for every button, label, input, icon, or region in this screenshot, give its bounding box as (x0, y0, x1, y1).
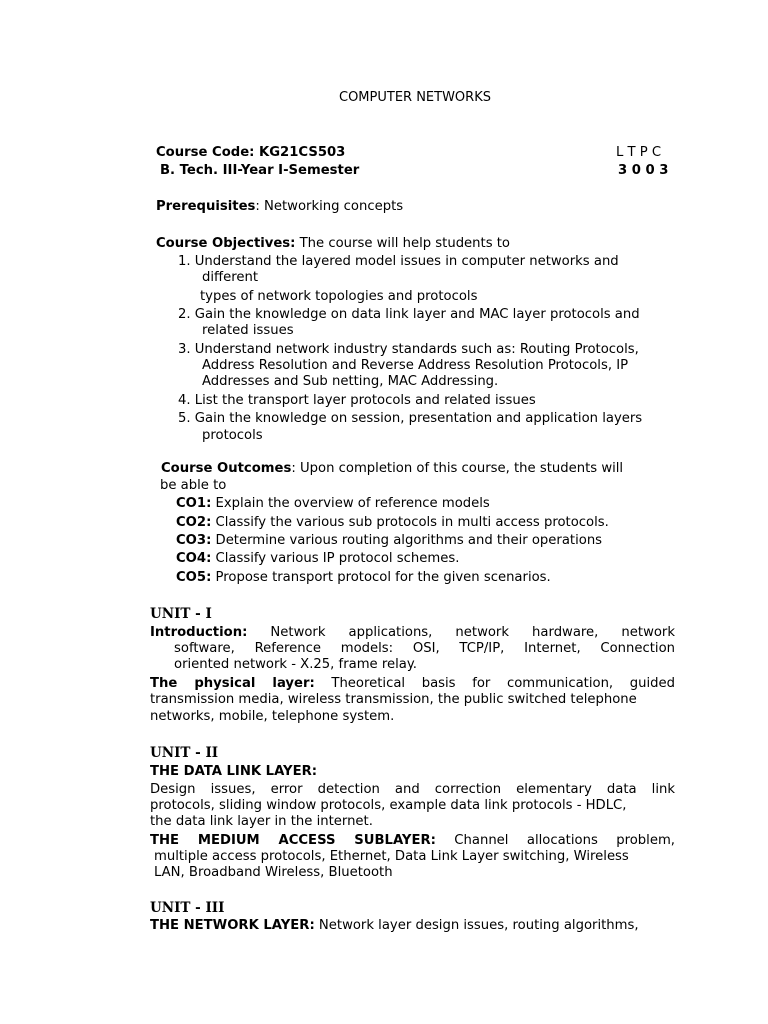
unit-1-intro: Introduction: Network applications, network hardware, network (150, 625, 675, 640)
objective-item: 4. List the transport layer protocols and related issues (178, 393, 536, 408)
unit-2-dll-heading: THE DATA LINK LAYER: (150, 764, 318, 779)
objectives-intro: The course will help students to (295, 236, 511, 251)
outcome-item: CO3: Determine various routing algorithms and their operations (176, 533, 603, 548)
unit-1-intro-line: oriented network - X.25, frame relay. (174, 657, 417, 672)
outcome-item: CO5: Propose transport protocol for the given scenarios. (176, 570, 551, 585)
objective-item: 2. Gain the knowledge on data link layer and MAC layer protocols and (178, 307, 640, 322)
outcomes-intro-2: be able to (160, 478, 227, 493)
program: B. Tech. III-Year I-Semester (160, 163, 360, 178)
objective-item: Address Resolution and Reverse Address Resolution Protocols, IP (202, 358, 629, 373)
objectives-heading (156, 236, 510, 253)
ltpc-values: 3 0 0 3 (618, 163, 669, 178)
unit-2-mac-line: multiple access protocols, Ethernet, Data Link Layer switching, Wireless (154, 849, 629, 864)
objective-item: Addresses and Sub netting, MAC Addressing. (202, 374, 499, 389)
unit-2-dll-line: the data link layer in the internet. (150, 814, 373, 829)
outcomes-heading (161, 461, 623, 478)
outcomes-intro: : Upon completion of this course, the students will (291, 461, 624, 476)
objective-item: related issues (202, 323, 294, 338)
unit-3-network: THE NETWORK LAYER: Network layer design issues, routing algorithms, (150, 918, 639, 933)
objective-item: types of network topologies and protocols (200, 289, 478, 304)
unit-2-heading: UNIT - II (150, 745, 219, 761)
objective-item: 3. Understand network industry standards such as: Routing Protocols, (178, 342, 639, 357)
course-code: Course Code: KG21CS503 (156, 145, 346, 160)
unit-3-heading: UNIT - III (150, 900, 225, 916)
objective-item: 5. Gain the knowledge on session, presentation and application layers (178, 411, 643, 426)
outcome-item: CO2: Classify the various sub protocols in multi access protocols. (176, 515, 609, 530)
objective-item: protocols (202, 428, 263, 443)
page-title: COMPUTER NETWORKS (339, 90, 491, 105)
unit-1-physical: The physical layer: Theoretical basis for communication, guided (150, 676, 676, 691)
outcome-item: CO1: Explain the overview of reference models (176, 496, 490, 511)
objectives-label: Course Objectives: (156, 236, 296, 251)
ltpc-label: L T P C (616, 145, 662, 160)
unit-1-heading: UNIT - I (150, 606, 212, 622)
unit-2-mac: THE MEDIUM ACCESS SUBLAYER: Channel allocations problem, (150, 833, 675, 848)
objective-item: different (202, 270, 259, 285)
unit-1-intro-line: software, Reference models: OSI, TCP/IP, Internet, Connection (174, 641, 675, 656)
unit-1-physical-line: transmission media, wireless transmission, the public switched telephone (150, 692, 637, 707)
outcome-item: CO4: Classify various IP protocol schemes. (176, 551, 460, 566)
unit-2-mac-line: LAN, Broadband Wireless, Bluetooth (154, 865, 393, 880)
objective-item: 1. Understand the layered model issues in computer networks and (178, 254, 619, 269)
prerequisites-text: : Networking concepts (255, 199, 404, 214)
outcomes-label: Course Outcomes (161, 461, 292, 476)
unit-2-dll-line: Design issues, error detection and correction elementary data link (150, 782, 675, 797)
unit-1-physical-line: networks, mobile, telephone system. (150, 709, 395, 724)
prerequisites (156, 199, 403, 216)
prerequisites-label: Prerequisites (156, 199, 256, 214)
unit-2-dll-line: protocols, sliding window protocols, example data link protocols - HDLC, (150, 798, 627, 813)
